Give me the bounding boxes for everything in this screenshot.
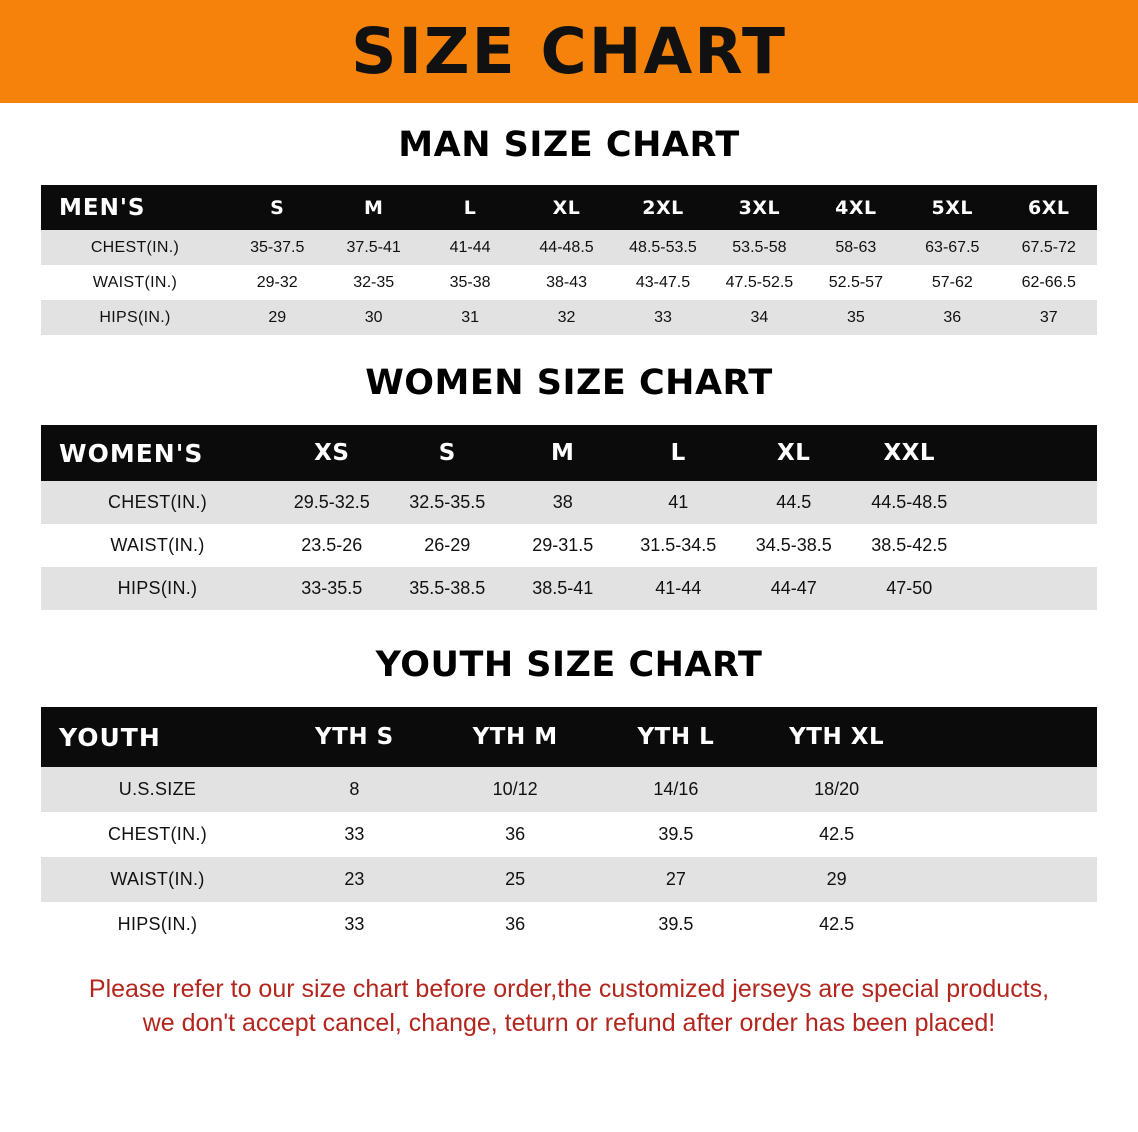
youth-col-header: YTH XL	[756, 707, 917, 767]
women-col-header: L	[621, 425, 737, 481]
youth-cell-spacer	[917, 857, 1097, 902]
man-cell: 35-38	[422, 265, 518, 300]
women-corner-header: WOMEN'S	[41, 425, 274, 481]
youth-corner-header: YOUTH	[41, 707, 274, 767]
women-cell: 41	[621, 481, 737, 524]
man-cell: 32-35	[325, 265, 421, 300]
man-size-table	[41, 185, 1097, 335]
women-cell-spacer	[967, 524, 1097, 567]
man-cell: 67.5-72	[1001, 230, 1098, 265]
man-row-label: WAIST(IN.)	[41, 265, 229, 300]
disclaimer-note	[64, 973, 1074, 1041]
women-size-table	[41, 425, 1097, 610]
women-col-header: XL	[736, 425, 852, 481]
man-cell: 37.5-41	[325, 230, 421, 265]
youth-cell: 36	[435, 812, 596, 857]
man-table-body	[41, 230, 1097, 335]
women-cell: 47-50	[852, 567, 968, 610]
man-header-row	[41, 185, 1097, 230]
man-col-header: 4XL	[808, 185, 904, 230]
youth-row-label: HIPS(IN.)	[41, 902, 274, 947]
man-cell: 37	[1001, 300, 1098, 335]
youth-cell: 39.5	[596, 812, 757, 857]
table-row	[41, 902, 1097, 947]
youth-cell: 33	[274, 902, 435, 947]
disclaimer-line-1: Please refer to our size chart before order,the customized jerseys are special products,	[88, 975, 1050, 1003]
women-cell: 38.5-42.5	[852, 524, 968, 567]
man-col-header: S	[229, 185, 325, 230]
youth-row-label: WAIST(IN.)	[41, 857, 274, 902]
table-row	[41, 767, 1097, 812]
youth-cell: 14/16	[596, 767, 757, 812]
man-cell: 63-67.5	[904, 230, 1000, 265]
youth-col-header: YTH S	[274, 707, 435, 767]
man-col-header: XL	[518, 185, 614, 230]
youth-header-row	[41, 707, 1097, 767]
table-row	[41, 567, 1097, 610]
man-cell: 48.5-53.5	[615, 230, 711, 265]
women-cell: 44.5-48.5	[852, 481, 968, 524]
man-cell: 32	[518, 300, 614, 335]
man-cell: 35-37.5	[229, 230, 325, 265]
table-row	[41, 265, 1097, 300]
youth-row-label: U.S.SIZE	[41, 767, 274, 812]
women-row-label: WAIST(IN.)	[41, 524, 274, 567]
women-cell: 23.5-26	[274, 524, 390, 567]
youth-cell: 27	[596, 857, 757, 902]
man-col-header: 3XL	[711, 185, 807, 230]
youth-cell: 36	[435, 902, 596, 947]
man-cell: 29-32	[229, 265, 325, 300]
table-row	[41, 857, 1097, 902]
women-cell: 44.5	[736, 481, 852, 524]
youth-cell: 18/20	[756, 767, 917, 812]
man-col-header: 2XL	[615, 185, 711, 230]
women-col-header: M	[505, 425, 621, 481]
banner	[0, 0, 1138, 103]
youth-cell: 23	[274, 857, 435, 902]
youth-cell: 42.5	[756, 902, 917, 947]
youth-cell: 29	[756, 857, 917, 902]
man-col-header: L	[422, 185, 518, 230]
women-cell: 44-47	[736, 567, 852, 610]
women-cell: 33-35.5	[274, 567, 390, 610]
man-row-label: HIPS(IN.)	[41, 300, 229, 335]
women-size-table-wrapper	[41, 425, 1097, 610]
banner-title: SIZE CHART	[351, 15, 787, 88]
women-cell: 26-29	[390, 524, 506, 567]
youth-cell-spacer	[917, 767, 1097, 812]
man-corner-header: MEN'S	[41, 185, 229, 230]
women-cell: 32.5-35.5	[390, 481, 506, 524]
table-row	[41, 524, 1097, 567]
women-header-row	[41, 425, 1097, 481]
man-cell: 35	[808, 300, 904, 335]
women-cell: 38.5-41	[505, 567, 621, 610]
man-col-header: M	[325, 185, 421, 230]
women-cell-spacer	[967, 567, 1097, 610]
women-section-heading: WOMEN SIZE CHART	[365, 363, 773, 403]
man-cell: 41-44	[422, 230, 518, 265]
man-size-table-wrapper	[41, 185, 1097, 335]
man-cell: 36	[904, 300, 1000, 335]
man-cell: 38-43	[518, 265, 614, 300]
man-cell: 31	[422, 300, 518, 335]
man-cell: 52.5-57	[808, 265, 904, 300]
youth-cell: 25	[435, 857, 596, 902]
man-cell: 33	[615, 300, 711, 335]
man-cell: 47.5-52.5	[711, 265, 807, 300]
man-col-header: 6XL	[1001, 185, 1098, 230]
man-cell: 43-47.5	[615, 265, 711, 300]
youth-size-table	[41, 707, 1097, 947]
man-section-heading: MAN SIZE CHART	[398, 125, 740, 165]
youth-cell: 42.5	[756, 812, 917, 857]
man-cell: 57-62	[904, 265, 1000, 300]
youth-cell: 33	[274, 812, 435, 857]
man-cell: 58-63	[808, 230, 904, 265]
women-cell: 35.5-38.5	[390, 567, 506, 610]
table-row	[41, 300, 1097, 335]
table-row	[41, 481, 1097, 524]
women-cell-spacer	[967, 481, 1097, 524]
youth-size-table-wrapper	[41, 707, 1097, 947]
youth-cell: 10/12	[435, 767, 596, 812]
disclaimer-line-2: we don't accept cancel, change, teturn or refund after order has been placed!	[142, 1008, 996, 1037]
women-row-label: HIPS(IN.)	[41, 567, 274, 610]
women-cell: 34.5-38.5	[736, 524, 852, 567]
youth-col-header: YTH M	[435, 707, 596, 767]
table-row	[41, 812, 1097, 857]
man-cell: 53.5-58	[711, 230, 807, 265]
youth-row-label: CHEST(IN.)	[41, 812, 274, 857]
man-row-label: CHEST(IN.)	[41, 230, 229, 265]
women-cell: 31.5-34.5	[621, 524, 737, 567]
man-cell: 44-48.5	[518, 230, 614, 265]
youth-col-header: YTH L	[596, 707, 757, 767]
youth-cell-spacer	[917, 902, 1097, 947]
youth-table-body	[41, 767, 1097, 947]
women-col-header: XXL	[852, 425, 968, 481]
women-row-label: CHEST(IN.)	[41, 481, 274, 524]
man-cell: 62-66.5	[1001, 265, 1098, 300]
man-cell: 29	[229, 300, 325, 335]
youth-table-head	[41, 707, 1097, 767]
youth-col-header-spacer	[917, 707, 1097, 767]
youth-cell: 8	[274, 767, 435, 812]
women-cell: 29-31.5	[505, 524, 621, 567]
women-cell: 38	[505, 481, 621, 524]
man-table-head	[41, 185, 1097, 230]
women-col-header: XS	[274, 425, 390, 481]
women-table-head	[41, 425, 1097, 481]
youth-cell: 39.5	[596, 902, 757, 947]
women-col-header: S	[390, 425, 506, 481]
youth-cell-spacer	[917, 812, 1097, 857]
women-col-header-spacer	[967, 425, 1097, 481]
man-cell: 34	[711, 300, 807, 335]
youth-section-heading: YOUTH SIZE CHART	[375, 645, 763, 685]
women-cell: 41-44	[621, 567, 737, 610]
table-row	[41, 230, 1097, 265]
man-cell: 30	[325, 300, 421, 335]
women-cell: 29.5-32.5	[274, 481, 390, 524]
man-col-header: 5XL	[904, 185, 1000, 230]
women-table-body	[41, 481, 1097, 610]
